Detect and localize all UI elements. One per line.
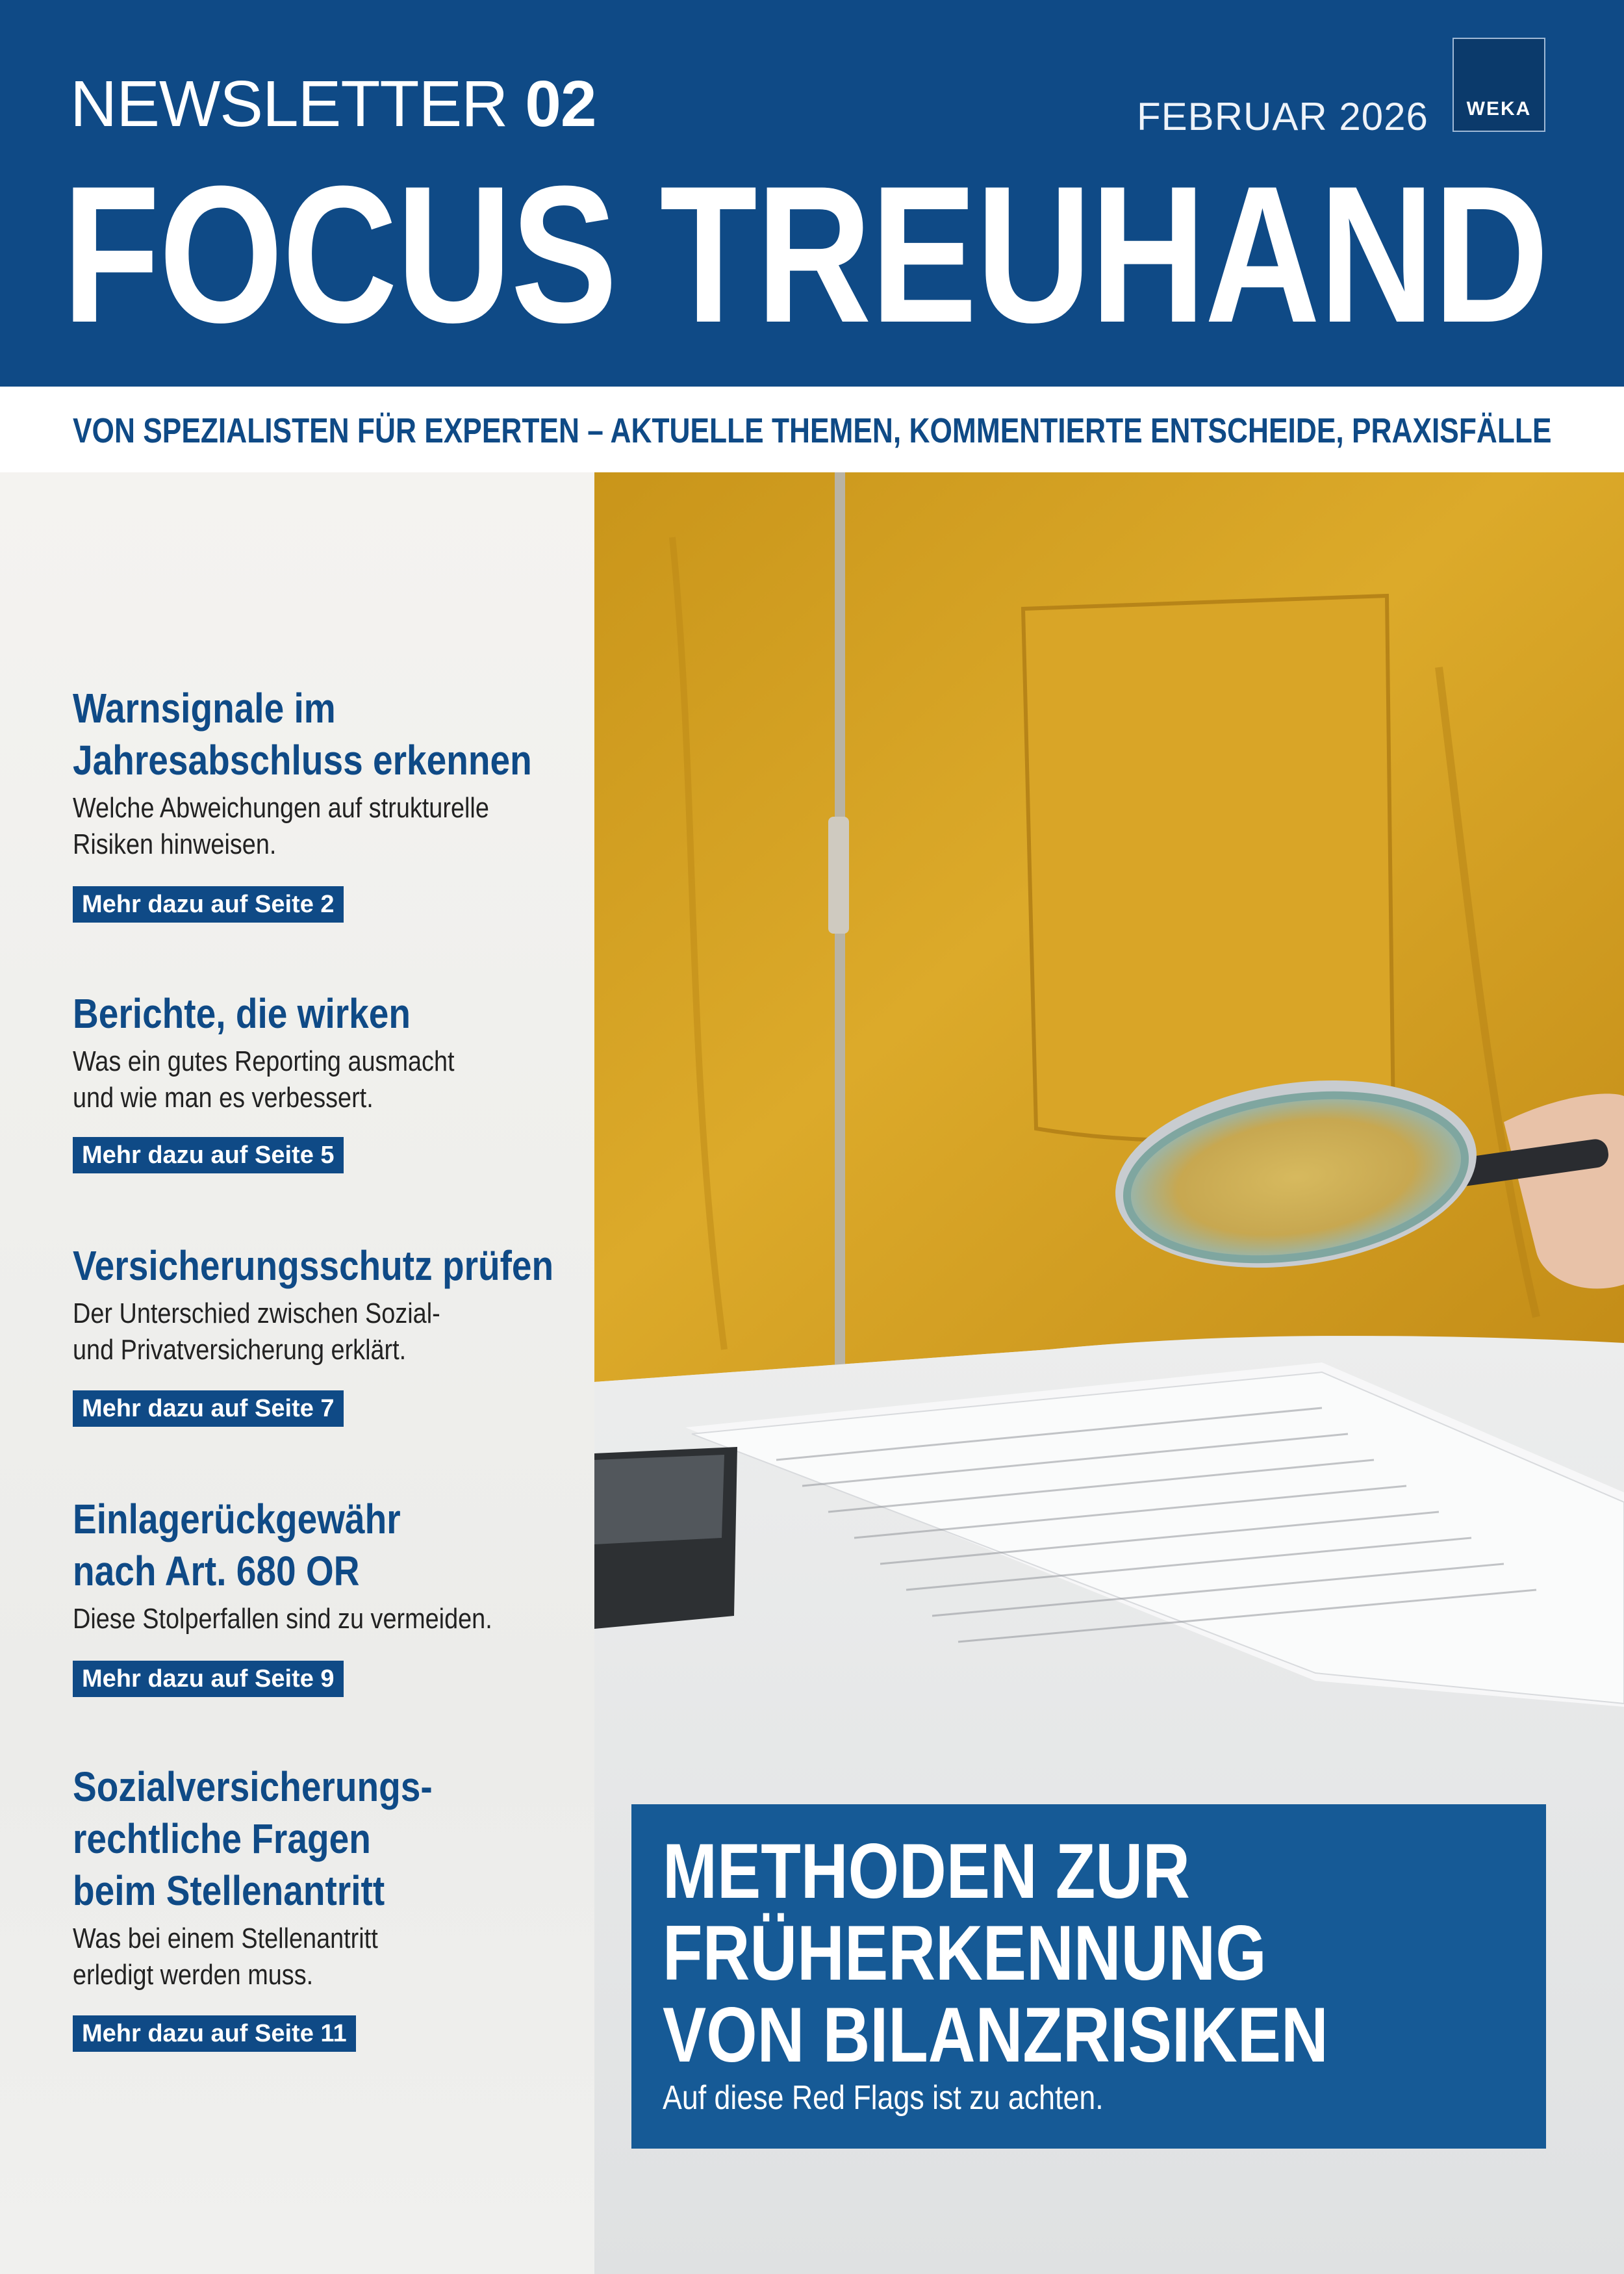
newsletter-prefix: NEWSLETTER xyxy=(70,68,508,140)
article-teaser[interactable] xyxy=(73,1493,592,1693)
article-description: Der Unterschied zwischen Sozial- und Privatversicherung erklärt. xyxy=(73,1297,440,1366)
feature-title: METHODEN ZUR FRÜHERKENNUNG VON BILANZRISIKEN xyxy=(663,1828,1328,2078)
article-teaser[interactable] xyxy=(73,1240,592,1422)
article-title: Versicherungsschutz prüfen xyxy=(73,1242,554,1289)
article-title: Berichte, die wirken xyxy=(73,990,411,1037)
article-description: Was ein gutes Reporting ausmacht und wie man es verbessert. xyxy=(73,1045,455,1114)
article-title: Sozialversicherungs- rechtliche Fragen beim Stellenantritt xyxy=(73,1763,433,1914)
article-description: Welche Abweichungen auf strukturelle Risiken hinweisen. xyxy=(73,792,489,860)
article-description: Diese Stolperfallen sind zu vermeiden. xyxy=(73,1603,492,1635)
article-teaser[interactable] xyxy=(73,988,592,1169)
newsletter-label xyxy=(70,65,596,143)
logo-text: WEKA xyxy=(1466,98,1532,120)
masthead xyxy=(0,0,1624,387)
article-description: Was bei einem Stellenantritt erledigt werden muss. xyxy=(73,1923,378,1991)
weka-logo xyxy=(1453,38,1545,132)
article-page-link[interactable]: Mehr dazu auf Seite 11 xyxy=(73,2015,356,2052)
article-teaser[interactable] xyxy=(73,1761,592,2047)
feature-subtitle: Auf diese Red Flags ist zu achten. xyxy=(663,2079,1104,2117)
tagline: VON SPEZIALISTEN FÜR EXPERTEN – AKTUELLE THEMEN, KOMMENTIERTE ENTSCHEIDE, PRAXISFÄLLE xyxy=(73,411,1552,450)
feature-story-box[interactable] xyxy=(631,1804,1546,2149)
tagline-bar xyxy=(0,387,1624,472)
article-page-link[interactable]: Mehr dazu auf Seite 2 xyxy=(73,886,344,923)
article-title: Warnsignale im Jahresabschluss erkennen xyxy=(73,685,532,784)
newsletter-number: 02 xyxy=(525,68,596,140)
article-page-link[interactable]: Mehr dazu auf Seite 9 xyxy=(73,1661,344,1697)
article-page-link[interactable]: Mehr dazu auf Seite 5 xyxy=(73,1137,344,1173)
article-page-link[interactable]: Mehr dazu auf Seite 7 xyxy=(73,1390,344,1427)
publication-title: FOCUS TREUHAND xyxy=(62,145,1548,363)
article-title: Einlagerückgewähr nach Art. 680 OR xyxy=(73,1496,401,1594)
article-teaser[interactable] xyxy=(73,682,592,918)
issue-date: FEBRUAR 2026 xyxy=(1137,95,1428,138)
